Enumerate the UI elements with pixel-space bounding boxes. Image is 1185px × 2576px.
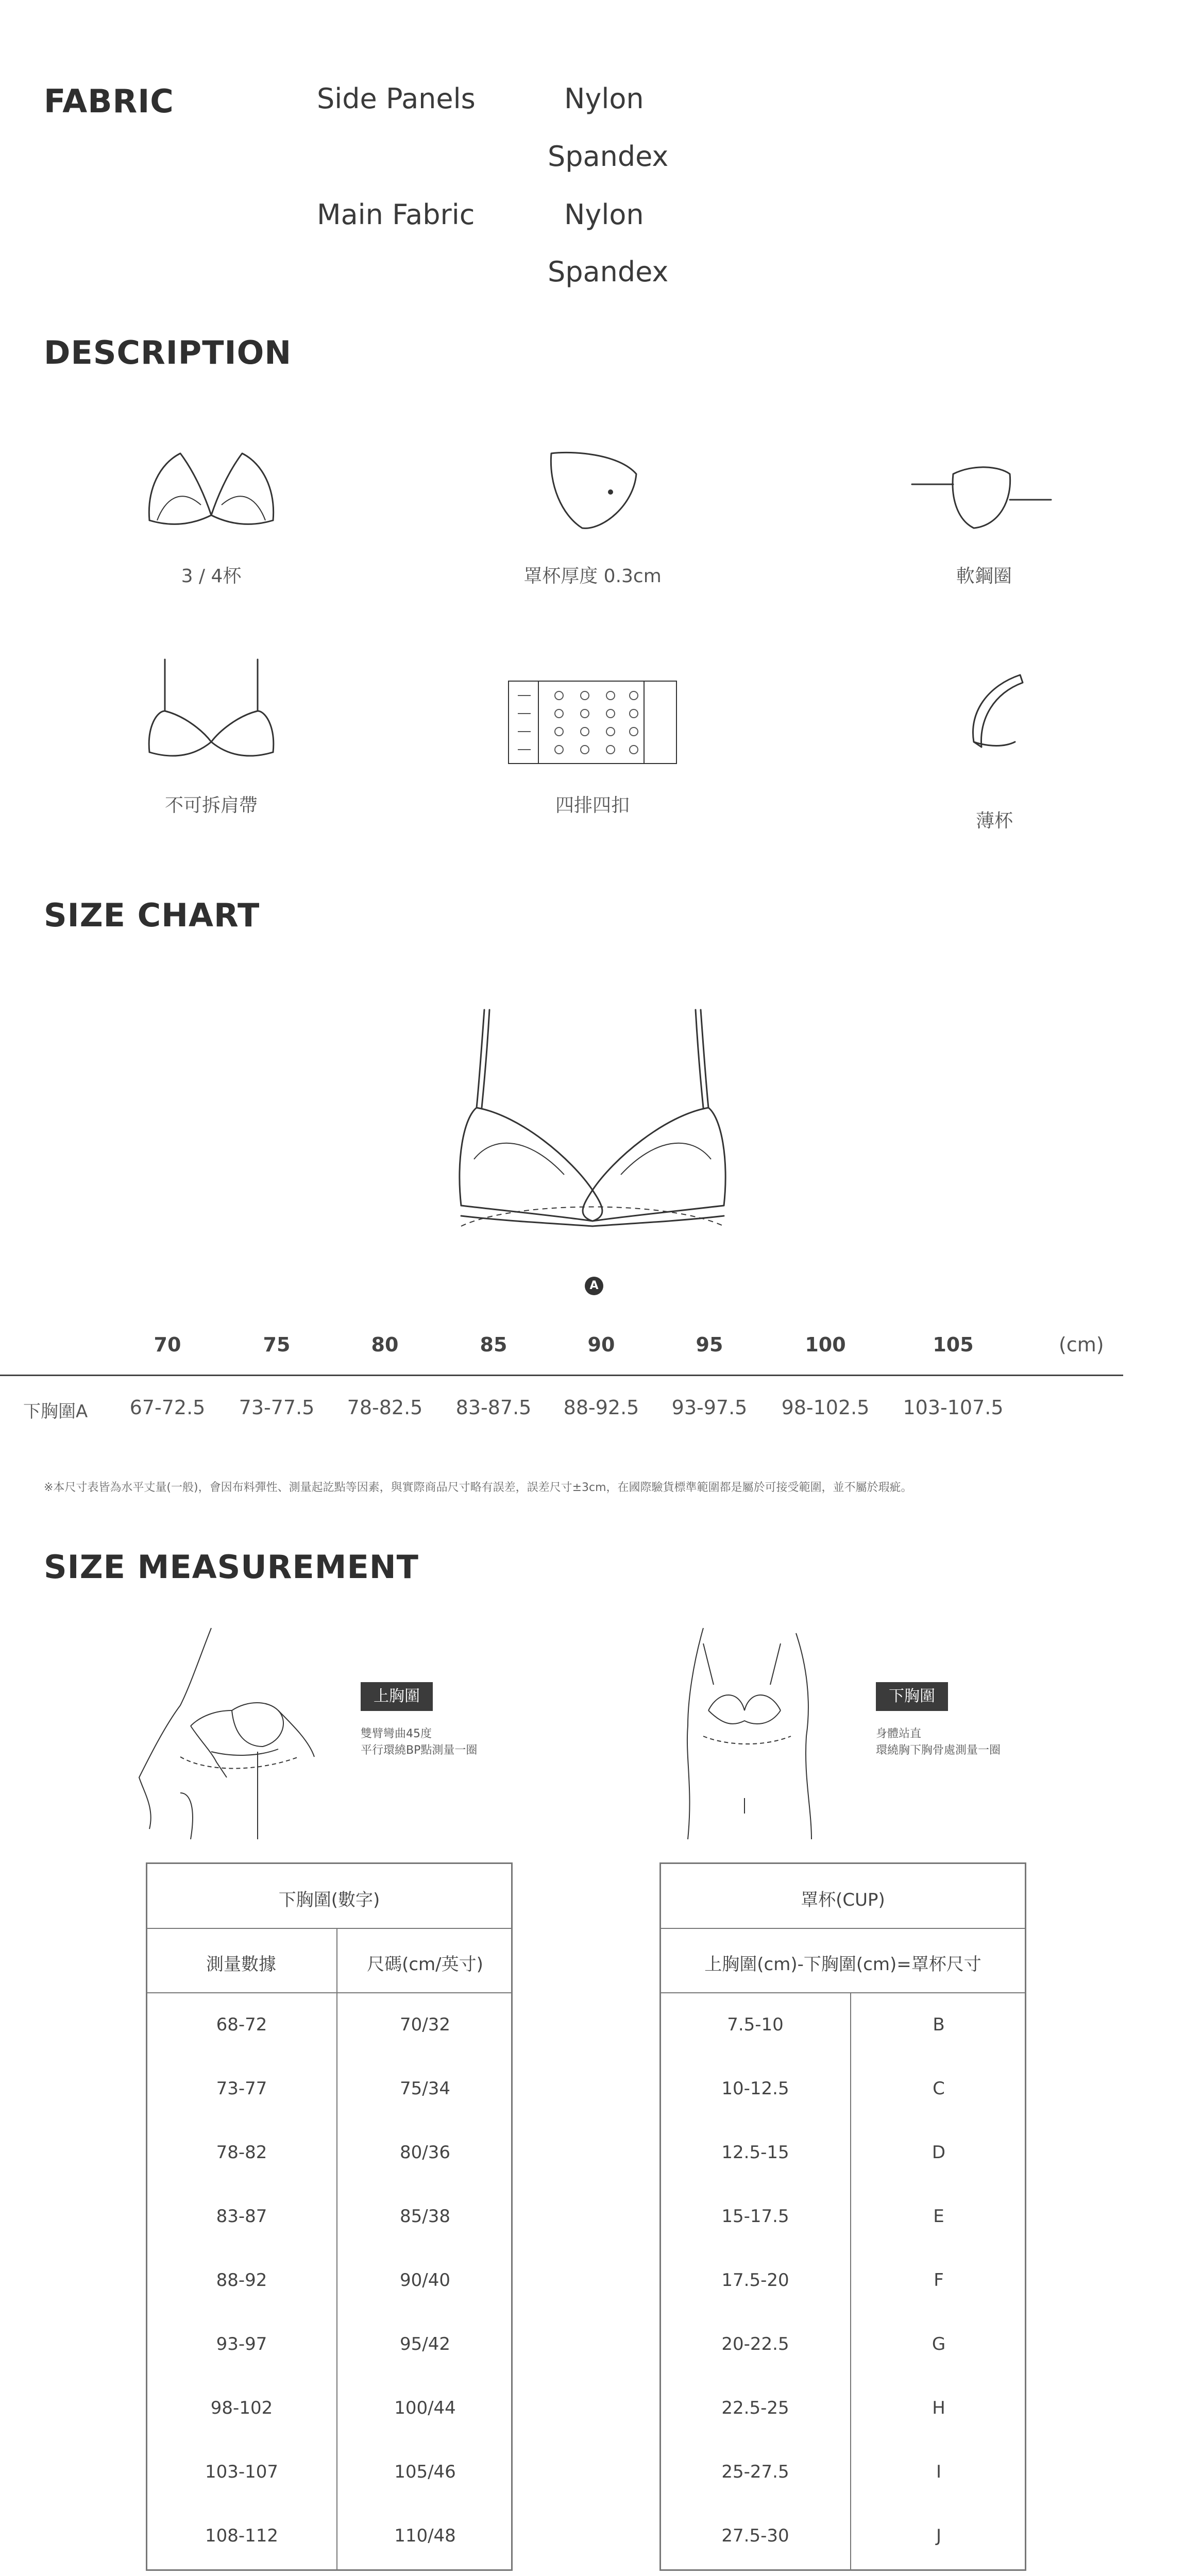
- size_measurement.table2-cell: 20-22.5: [721, 2334, 789, 2354]
- size-header: 75: [263, 1333, 291, 1356]
- size-cell: 93-97.5: [671, 1396, 748, 1419]
- size-cell: 73-77.5: [239, 1396, 315, 1419]
- description-label: 四排四扣: [555, 795, 630, 816]
- table1-title: 下胸圍(數字): [278, 1890, 380, 1910]
- size_measurement.table2-cell: J: [936, 2526, 942, 2546]
- size-cell: 88-92.5: [563, 1396, 639, 1419]
- thin-cup-icon: [958, 670, 1030, 752]
- size-header: 85: [480, 1333, 507, 1356]
- upper-bust-desc: [361, 1726, 477, 1759]
- size_measurement.table1-cell: 105/46: [394, 2462, 456, 2482]
- upper-bust-desc-line: 雙臂彎曲45度: [361, 1727, 432, 1740]
- size-chart-title: SIZE CHART: [44, 896, 260, 934]
- size_measurement.table1-cell: 70/32: [400, 2014, 450, 2035]
- fabric-part-side-panels: Side Panels: [317, 82, 476, 115]
- fixed-strap-icon: [144, 654, 278, 762]
- size_measurement.table1-cell: 110/48: [394, 2526, 456, 2546]
- size-cell: 67-72.5: [129, 1396, 206, 1419]
- size_measurement.table2-cell: C: [933, 2078, 945, 2099]
- fabric-material: Spandex: [548, 140, 669, 173]
- size-header: 90: [587, 1333, 615, 1356]
- bra-diagram-icon: [453, 1005, 732, 1252]
- description-title: DESCRIPTION: [44, 334, 292, 371]
- table-divider: [146, 1992, 513, 1993]
- size_measurement.table1-cell: 93-97: [216, 2334, 267, 2354]
- four-row-hooks-icon: [507, 680, 678, 765]
- size-cell: 103-107.5: [903, 1396, 1004, 1419]
- size_measurement.table1-cell: 73-77: [216, 2078, 267, 2099]
- fabric-title: FABRIC: [44, 82, 174, 120]
- under-bust-tag: 下胸圍: [876, 1682, 948, 1711]
- table-divider: [146, 1928, 513, 1929]
- size_measurement.table2-cell: B: [933, 2014, 945, 2035]
- description-label: 罩杯厚度 0.3cm: [523, 566, 662, 587]
- under-bust-desc-line: 環繞胸下胸骨處測量一圈: [876, 1744, 1001, 1757]
- size-cell: 98-102.5: [781, 1396, 870, 1419]
- size_measurement.table1-cell: 85/38: [400, 2206, 450, 2227]
- size_measurement.table2-cell: 25-27.5: [721, 2462, 789, 2482]
- table1-header: 測量數據: [206, 1954, 276, 1975]
- size_measurement.table2-cell: 12.5-15: [721, 2142, 789, 2163]
- size-chart-divider: [0, 1375, 1123, 1376]
- upper-bust-figure-icon: [129, 1623, 356, 1839]
- size_measurement.table2-cell: 7.5-10: [727, 2014, 784, 2035]
- size_measurement.table1-cell: 68-72: [216, 2014, 267, 2035]
- size_measurement.table2-cell: G: [932, 2334, 946, 2354]
- table1-header: 尺碼(cm/英寸): [367, 1954, 483, 1975]
- size-header: 70: [154, 1333, 181, 1356]
- cup-thickness-icon: [541, 443, 644, 536]
- fabric-material: Nylon: [564, 82, 644, 115]
- table-divider: [659, 1928, 1026, 1929]
- fabric-material: Nylon: [564, 198, 644, 231]
- size_measurement.table2-cell: 15-17.5: [721, 2206, 789, 2227]
- upper-bust-desc-line: 平行環繞BP點測量一圈: [361, 1744, 478, 1757]
- size_measurement.table1-cell: 103-107: [205, 2462, 279, 2482]
- size_measurement.table1-cell: 108-112: [205, 2526, 279, 2546]
- description-label: 不可拆肩帶: [164, 795, 258, 816]
- size_measurement.table1-cell: 88-92: [216, 2270, 267, 2291]
- under-bust-desc: [876, 1726, 1001, 1759]
- size_measurement.table2-cell: I: [936, 2462, 942, 2482]
- measure-marker-a: A: [585, 1277, 603, 1295]
- soft-underwire-icon: [907, 453, 1061, 536]
- size-cell: 83-87.5: [455, 1396, 532, 1419]
- size-measurement-title: SIZE MEASUREMENT: [44, 1548, 419, 1586]
- three-quarter-cup-icon: [144, 443, 278, 531]
- size-header: 100: [805, 1333, 846, 1356]
- size_measurement.table2-cell: F: [934, 2270, 944, 2291]
- under-bust-desc-line: 身體站直: [876, 1727, 922, 1740]
- table2-header: 上胸圍(cm)-下胸圍(cm)=罩杯尺寸: [704, 1954, 981, 1975]
- size_measurement.table2-cell: E: [933, 2206, 944, 2227]
- size_measurement.table1-cell: 98-102: [210, 2398, 273, 2418]
- size-header: 80: [371, 1333, 399, 1356]
- size-unit: (cm): [1059, 1333, 1104, 1356]
- size_measurement.table2-cell: 10-12.5: [721, 2078, 789, 2099]
- fabric-material: Spandex: [548, 256, 669, 288]
- size_measurement.table1-cell: 100/44: [394, 2398, 456, 2418]
- table-divider: [659, 1992, 1026, 1993]
- size_measurement.table2-cell: D: [932, 2142, 946, 2163]
- description-label: 3 / 4杯: [181, 566, 242, 587]
- description-label: 薄杯: [975, 810, 1013, 832]
- upper-bust-tag: 上胸圍: [361, 1682, 433, 1711]
- under-bust-figure-icon: [672, 1623, 878, 1839]
- size_measurement.table1-cell: 90/40: [400, 2270, 450, 2291]
- size-header: 95: [696, 1333, 723, 1356]
- size_measurement.table1-cell: 78-82: [216, 2142, 267, 2163]
- size_measurement.table1-cell: 83-87: [216, 2206, 267, 2227]
- table2-title: 罩杯(CUP): [801, 1890, 885, 1910]
- description-label: 軟鋼圈: [956, 566, 1012, 587]
- size_measurement.table2-cell: 22.5-25: [721, 2398, 789, 2418]
- size-row-label: 下胸圍A: [23, 1401, 88, 1422]
- size_measurement.table2-cell: H: [932, 2398, 945, 2418]
- size_measurement.table1-cell: 75/34: [400, 2078, 450, 2099]
- size-header: 105: [933, 1333, 974, 1356]
- size_measurement.table2-cell: 27.5-30: [721, 2526, 789, 2546]
- size_measurement.table1-cell: 80/36: [400, 2142, 450, 2163]
- size-cell: 78-82.5: [347, 1396, 423, 1419]
- size-chart-note: ※本尺寸表皆為水平丈量(一般)，會因布料彈性、測量起訖點等因素，與實際商品尺寸略有誤差，誤差尺寸±3cm，在國際驗貨標準範圍都是屬於可接受範圍，並不屬於瑕疵。: [44, 1481, 912, 1494]
- size_measurement.table1-cell: 95/42: [400, 2334, 450, 2354]
- size_measurement.table2-cell: 17.5-20: [721, 2270, 789, 2291]
- fabric-part-main-fabric: Main Fabric: [317, 198, 475, 231]
